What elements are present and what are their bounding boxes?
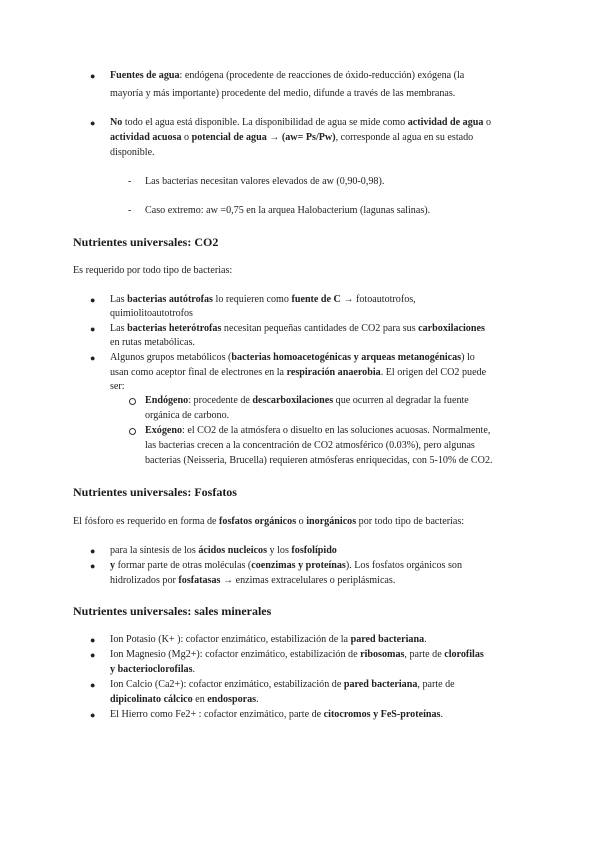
bullet-icon: ● bbox=[90, 635, 96, 645]
circle-bullet-icon bbox=[129, 428, 136, 435]
circle-bullet-icon bbox=[129, 398, 136, 405]
bullet-icon: ● bbox=[90, 650, 96, 660]
no-todo-line-1: No todo el agua está disponible. La disponibilidad de agua se mide como actividad de agua o bbox=[110, 117, 492, 128]
bullet-icon: ● bbox=[90, 546, 96, 556]
heading-fosfatos: Nutrientes universales: Fosfatos bbox=[73, 485, 237, 499]
co2-s1-line-1: Endógeno: procedente de descarboxilaciones que ocurren al degradar la fuente bbox=[145, 395, 469, 406]
no-todo-sub-2: Caso extremo: aw =0,75 en la arquea Halobacterium (lagunas salinas). bbox=[145, 205, 431, 216]
co2-b3-line-1: Algunos grupos metabólicos (bacterias homoacetogénicas y arqueas metanogénicas) lo bbox=[110, 352, 475, 363]
sales-b1: Ion Potasio (K+ ): cofactor enzimático, estabilización de la pared bacteriana. bbox=[110, 634, 427, 645]
bullet-icon: ● bbox=[90, 353, 96, 363]
co2-intro: Es requerido por todo tipo de bacterias: bbox=[73, 265, 233, 276]
fosfatos-b2-line-2: hidrolizados por fosfatasas → enzimas extracelulares o periplásmicas. bbox=[110, 575, 396, 586]
fosfatos-b2-line-1: y formar parte de otras moléculas (coenzimas y proteínas). Los fosfatos orgánicos son bbox=[110, 560, 463, 571]
bullet-icon: ● bbox=[90, 71, 96, 81]
co2-s2-line-3: bacterias (Neisseria, Brucella) requieren atmósferas enriquecidas, con 5-10% de CO2. bbox=[145, 455, 493, 466]
no-todo-line-2: actividad acuosa o potencial de agua → (aw= Ps/Pw), corresponde al agua en su estado bbox=[110, 132, 474, 143]
fosfatos-intro: El fósforo es requerido en forma de fosfatos orgánicos o inorgánicos por todo tipo de bacterias: bbox=[73, 516, 465, 527]
heading-sales-minerales: Nutrientes universales: sales minerales bbox=[73, 604, 272, 618]
bullet-icon: ● bbox=[90, 680, 96, 690]
co2-b1-line-2: quimiolitoautotrofos bbox=[110, 308, 193, 319]
co2-b3-line-3: ser: bbox=[110, 381, 125, 392]
co2-s2-line-1: Exógeno: el CO2 de la atmósfera o disuelto en las soluciones acuosas. Normalmente, bbox=[145, 425, 491, 436]
sales-b3-line-2: dipicolinato cálcico en endosporas. bbox=[110, 694, 259, 705]
sales-b4: El Hierro como Fe2+ : cofactor enzimático, parte de citocromos y FeS-proteínas. bbox=[110, 709, 443, 720]
co2-s2-line-2: las bacterias crecen a la concentración de CO2 atmosférico (0.03%), pero algunas bbox=[145, 440, 475, 451]
bullet-icon: ● bbox=[90, 324, 96, 334]
fosfatos-b1: para la síntesis de los ácidos nucleicos y los fosfolípido bbox=[110, 545, 337, 556]
heading-co2: Nutrientes universales: CO2 bbox=[73, 235, 219, 249]
sales-b2-line-2: y bacterioclorofilas. bbox=[110, 664, 196, 675]
co2-s1-line-2: orgánica de carbono. bbox=[145, 410, 230, 421]
co2-b3-line-2: usan como aceptor final de electrones en la respiración anaerobia. El origen del CO2 puede bbox=[110, 367, 487, 378]
dash-icon: - bbox=[128, 176, 132, 187]
no-todo-sub-1: Las bacterias necesitan valores elevados de aw (0,90-0,98). bbox=[145, 176, 385, 187]
no-todo-line-3: disponible. bbox=[110, 147, 155, 158]
fuentes-line-2: mayoría y más importante) procedente del medio, difunde a través de las membranas. bbox=[110, 88, 456, 99]
fuentes-line-1: Fuentes de agua: endógena (procedente de reacciones de óxido-reducción) exógena (la bbox=[110, 70, 465, 81]
bullet-icon: ● bbox=[90, 295, 96, 305]
bullet-icon: ● bbox=[90, 561, 96, 571]
bullet-icon: ● bbox=[90, 710, 96, 720]
sales-b3-line-1: Ion Calcio (Ca2+): cofactor enzimático, estabilización de pared bacteriana, parte de bbox=[110, 679, 455, 690]
co2-b2-line-2: en rutas metabólicas. bbox=[110, 337, 195, 348]
co2-b2-line-1: Las bacterias heterótrofas necesitan pequeñas cantidades de CO2 para sus carboxilaciones bbox=[110, 323, 485, 334]
co2-b1-line-1: Las bacterias autótrofas lo requieren como fuente de C → fotoautotrofos, bbox=[110, 294, 416, 305]
dash-icon: - bbox=[128, 205, 132, 216]
sales-b2-line-1: Ion Magnesio (Mg2+): cofactor enzimático, estabilización de ribosomas, parte de clorofilas bbox=[110, 649, 484, 660]
bullet-icon: ● bbox=[90, 118, 96, 128]
